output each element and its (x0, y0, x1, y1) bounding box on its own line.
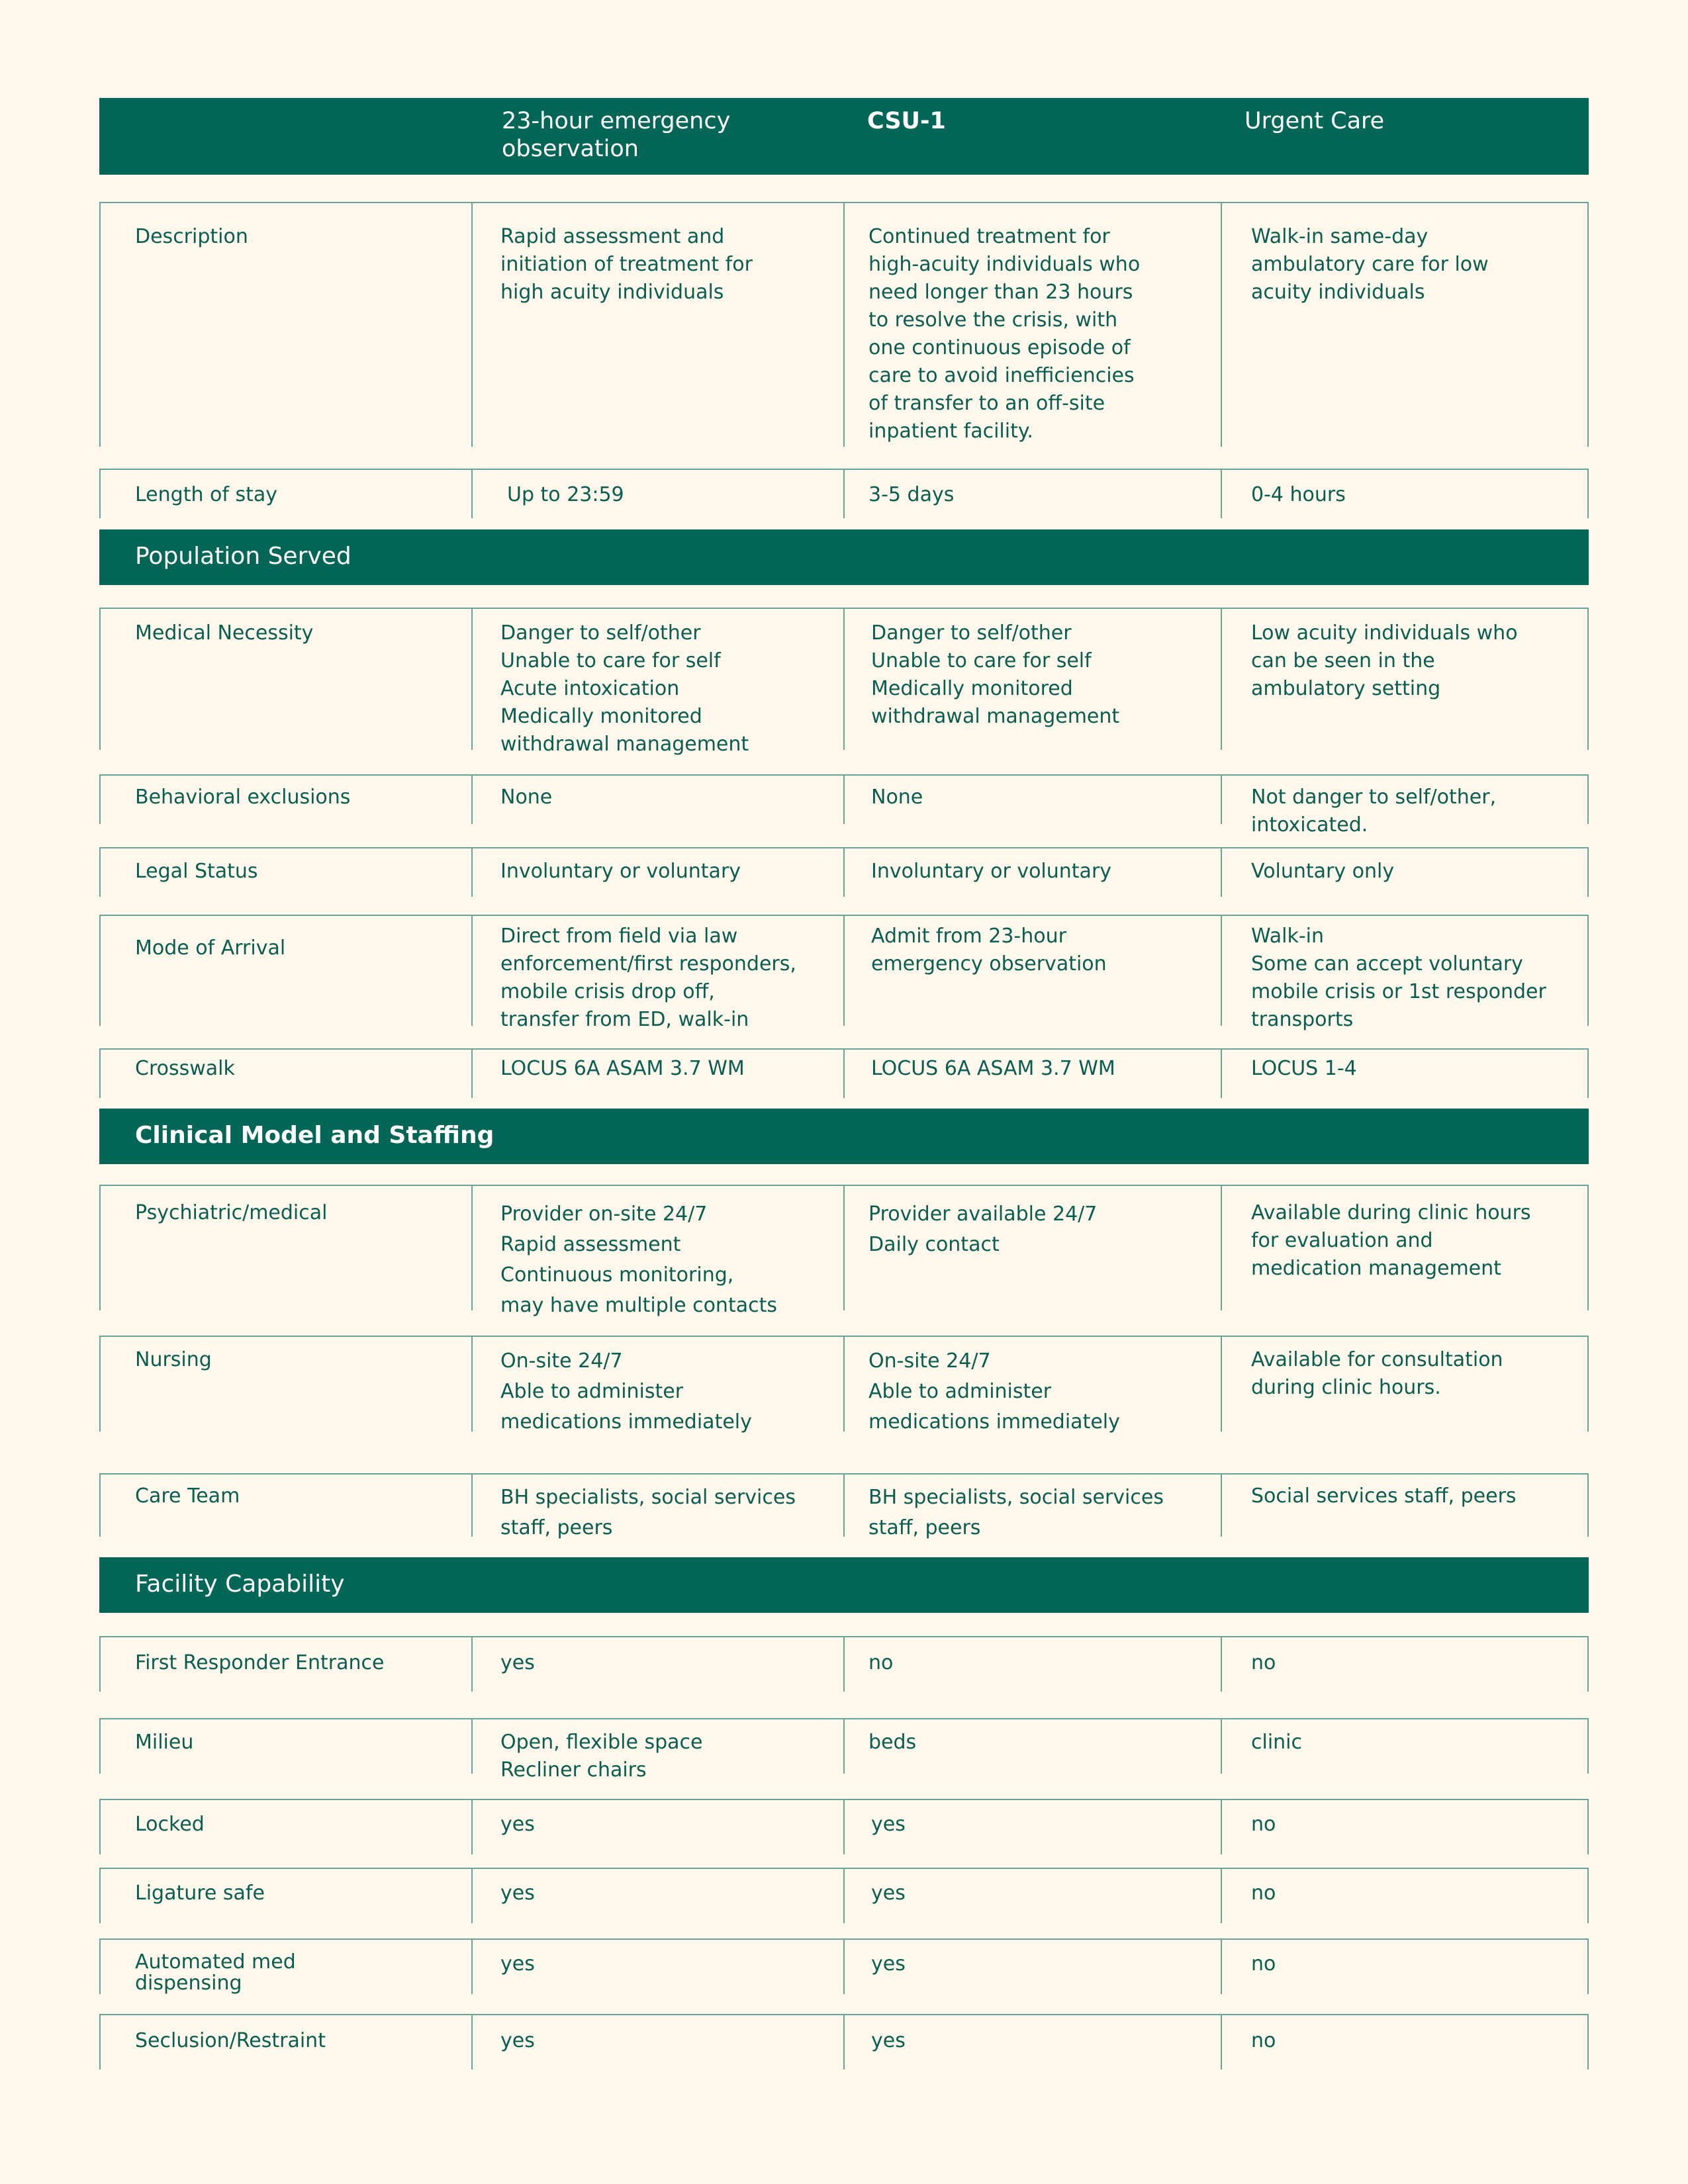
section-band-population-served (99, 529, 1589, 585)
cell-urgent-care: no (1251, 1651, 1276, 1674)
cell-urgent-care: LOCUS 1-4 (1251, 1057, 1357, 1080)
cell-csu1: Involuntary or voluntary (871, 860, 1112, 883)
cell-23hour: BH specialists, social services staff, peers (500, 1486, 796, 1539)
cell-23hour: yes (500, 1882, 535, 1905)
cell-csu1: BH specialists, social services staff, peers (868, 1486, 1164, 1539)
row-label: Description (135, 225, 248, 248)
cell-23hour: On-site 24/7 Able to administer medications immediately (500, 1349, 752, 1433)
cell-23hour: Up to 23:59 (507, 483, 624, 506)
table-row-mode-of-arrival (99, 915, 1589, 1031)
row-label: Nursing (135, 1348, 212, 1371)
cell-23hour: None (500, 786, 553, 809)
row-label: Behavioral exclusions (135, 786, 351, 809)
cell-csu1: yes (871, 2029, 906, 2052)
table-row-locked (99, 1799, 1589, 1854)
table-row-psychiatric-medical (99, 1185, 1589, 1317)
row-label: Crosswalk (135, 1057, 235, 1080)
row-label: Automated med dispensing (135, 1950, 296, 1995)
table-row-first-responder-entrance (99, 1636, 1589, 1692)
table-header (99, 98, 1589, 175)
cell-23hour: Danger to self/other Unable to care for self Acute intoxication Medically monitored withdrawal management (500, 621, 749, 756)
cell-urgent-care: clinic (1251, 1731, 1303, 1754)
cell-csu1: yes (871, 1813, 906, 1836)
row-label: Ligature safe (135, 1882, 265, 1905)
row-label: Care Team (135, 1484, 240, 1508)
cell-23hour: yes (500, 1651, 535, 1674)
table-row-description (99, 202, 1589, 447)
header-col-urgent-care: Urgent Care (1244, 108, 1385, 134)
cell-23hour: LOCUS 6A ASAM 3.7 WM (500, 1057, 745, 1080)
cell-csu1: Continued treatment for high-acuity individuals who need longer than 23 hours to resolve the crisis, with one continuous episode of care to avoid inefficiencies of transfer to an off-site inpatient facility. (868, 225, 1141, 443)
cell-csu1: no (868, 1651, 894, 1674)
row-label: Legal Status (135, 860, 258, 883)
header-col-23hour: 23-hour emergency observation (502, 108, 731, 162)
row-label: Medical Necessity (135, 621, 314, 645)
cell-csu1: Danger to self/other Unable to care for self Medically monitored withdrawal management (871, 621, 1120, 728)
cell-23hour: Direct from field via law enforcement/first responders, mobile crisis drop off, transfer from ED, walk-in (500, 925, 796, 1031)
table-row-automated-med-dispensing (99, 1938, 1589, 1994)
table-row-ligature-safe (99, 1868, 1589, 1923)
table-row-milieu (99, 1718, 1589, 1782)
cell-csu1: yes (871, 1952, 906, 1976)
table-row-crosswalk (99, 1048, 1589, 1098)
cell-23hour: yes (500, 2029, 535, 2052)
table-row-care-team (99, 1473, 1589, 1537)
cell-urgent-care: Walk-in Some can accept voluntary mobile crisis or 1st responder transports (1251, 925, 1546, 1031)
header-col-csu1: CSU-1 (867, 108, 946, 134)
row-label: First Responder Entrance (135, 1651, 385, 1674)
cell-urgent-care: no (1251, 1882, 1276, 1905)
row-label: Psychiatric/medical (135, 1201, 328, 1224)
cell-urgent-care: Social services staff, peers (1251, 1484, 1517, 1508)
table-row-behavioral-exclusions (99, 774, 1589, 837)
cell-urgent-care: 0-4 hours (1251, 483, 1346, 506)
section-title: Facility Capability (135, 1570, 345, 1598)
cell-csu1: Provider available 24/7 Daily contact (868, 1203, 1098, 1256)
section-title: Clinical Model and Staffing (135, 1122, 494, 1149)
cell-23hour: Provider on-site 24/7 Rapid assessment Continuous monitoring, may have multiple contacts (500, 1203, 777, 1317)
cell-urgent-care: no (1251, 1813, 1276, 1836)
table-row-seclusion-restraint (99, 2014, 1589, 2070)
cell-csu1: beds (868, 1731, 917, 1754)
cell-urgent-care: Available for consultation during clinic hours. (1251, 1348, 1503, 1399)
cell-urgent-care: Available during clinic hours for evaluation and medication management (1251, 1201, 1531, 1280)
cell-csu1: 3-5 days (868, 483, 955, 506)
cell-urgent-care: no (1251, 1952, 1276, 1976)
table-row-length-of-stay (99, 469, 1589, 518)
table-row-nursing (99, 1336, 1589, 1432)
cell-csu1: yes (871, 1882, 906, 1905)
cell-urgent-care: Low acuity individuals who can be seen in the ambulatory setting (1251, 621, 1518, 700)
cell-urgent-care: Walk-in same-day ambulatory care for low acuity individuals (1251, 225, 1489, 304)
cell-urgent-care: Not danger to self/other, intoxicated. (1251, 786, 1497, 837)
cell-23hour: yes (500, 1813, 535, 1836)
row-label: Mode of Arrival (135, 936, 286, 960)
table-row-legal-status (99, 847, 1589, 897)
section-band-facility-capability (99, 1557, 1589, 1613)
table-row-medical-necessity (99, 608, 1589, 756)
section-band-clinical-model (99, 1109, 1589, 1164)
cell-csu1: None (871, 786, 923, 809)
cell-csu1: Admit from 23-hour emergency observation (871, 925, 1107, 976)
cell-csu1: On-site 24/7 Able to administer medications immediately (868, 1349, 1120, 1433)
row-label: Milieu (135, 1731, 194, 1754)
cell-23hour: Rapid assessment and initiation of treatment for high acuity individuals (500, 225, 753, 304)
cell-23hour: Involuntary or voluntary (500, 860, 741, 883)
cell-csu1: LOCUS 6A ASAM 3.7 WM (871, 1057, 1115, 1080)
cell-urgent-care: Voluntary only (1251, 860, 1395, 883)
cell-23hour: Open, flexible space Recliner chairs (500, 1731, 703, 1782)
row-label: Length of stay (135, 483, 277, 506)
cell-23hour: yes (500, 1952, 535, 1976)
row-label: Locked (135, 1813, 205, 1836)
cell-urgent-care: no (1251, 2029, 1276, 2052)
row-label: Seclusion/Restraint (135, 2029, 326, 2052)
section-title: Population Served (135, 543, 352, 570)
